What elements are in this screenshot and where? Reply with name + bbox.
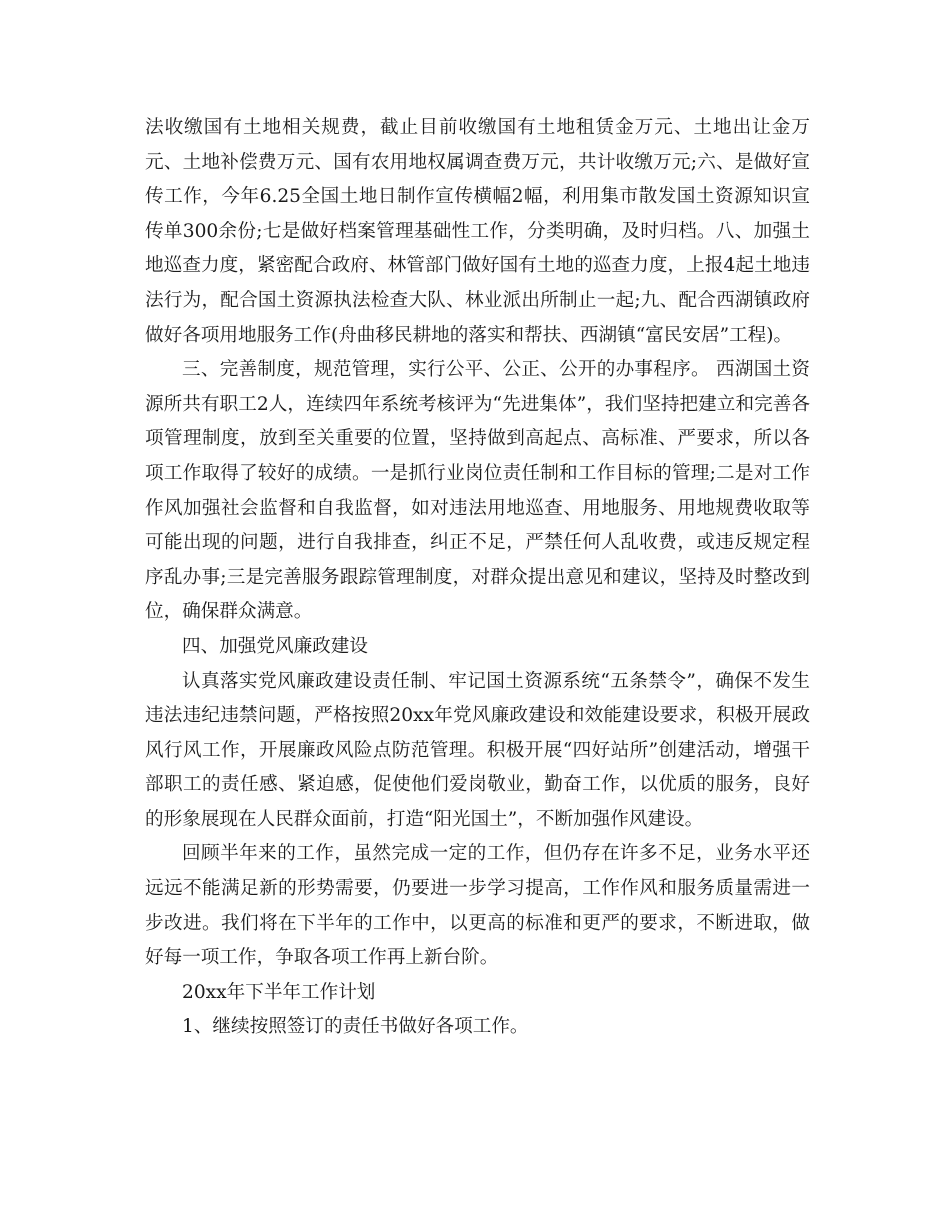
plan-item-1: 1、继续按照签订的责任书做好各项工作。 [182,1016,529,1038]
paragraph-review: 回顾半年来的工作，虽然完成一定的工作，但仍存在许多不足，业务水平还远远不能满足新的形势需要，仍要进一步学习提高，工作作风和服务质量需进一步改进。我们将在下半年的工作中，以更高的标准和更严的要求，不断进取，做好每一项工作，争取各项工作再上新台阶。 [145,843,810,969]
paragraph-land-fees: 法收缴国有土地相关规费，截止目前收缴国有土地租赁金万元、土地出让金万元、土地补偿费万元、国有农用地权属调查费万元，共计收缴万元;六、是做好宣传工作，今年6.25全国土地日制作宣传横幅2幅，利用集市散发国土资源知识宣传单300余份;七是做好档案管理基础性工作，分类明确，及时归档。八、加强土地巡查力度，紧密配合政府、林管部门做好国有土地的巡查力度，上报4起土地违法行为，配合国土资源执法检查大队、林业派出所制止一起;九、配合西湖镇政府做好各项用地服务工作(舟曲移民耕地的落实和帮扶、西湖镇“富民安居”工程)。 [145,117,810,346]
paragraph-system-management: 三、完善制度，规范管理，实行公平、公正、公开的办事程序。 西湖国土资源所共有职工2人，连续四年系统考核评为“先进集体”，我们坚持把建立和完善各项管理制度，放到至关重要的位置，坚持做到高起点、高标准、严要求，所以各项工作取得了较好的成绩。一是抓行业岗位责任制和工作目标的管理;二是对工作作风加强社会监督和自我监督，如对违法用地巡查、用地服务、用地规费收取等可能出现的问题，进行自我排查，纠正不足，严禁任何人乱收费，或违反规定程序乱办事;三是完善服务跟踪管理制度，对群众提出意见和建议，坚持及时整改到位，确保群众满意。 [145,359,810,623]
paragraph-party-integrity: 认真落实党风廉政建设责任制、牢记国土资源系统“五条禁令”，确保不发生违法违纪违禁问题，严格按照20xx年党风廉政建设和效能建设要求，积极开展政风行风工作，开展廉政风险点防范管理。积极开展“四好站所”创建活动，增强干部职工的责任感、紧迫感，促使他们爱岗敬业，勤奋工作，以优质的服务，良好的形象展现在人民群众面前，打造“阳光国土”，不断加强作风建设。 [145,670,810,830]
document-body [145,111,810,1045]
section-heading-work-plan: 20xx年下半年工作计划 [182,981,376,1003]
section-heading-party-integrity: 四、加强党风廉政建设 [182,635,368,657]
